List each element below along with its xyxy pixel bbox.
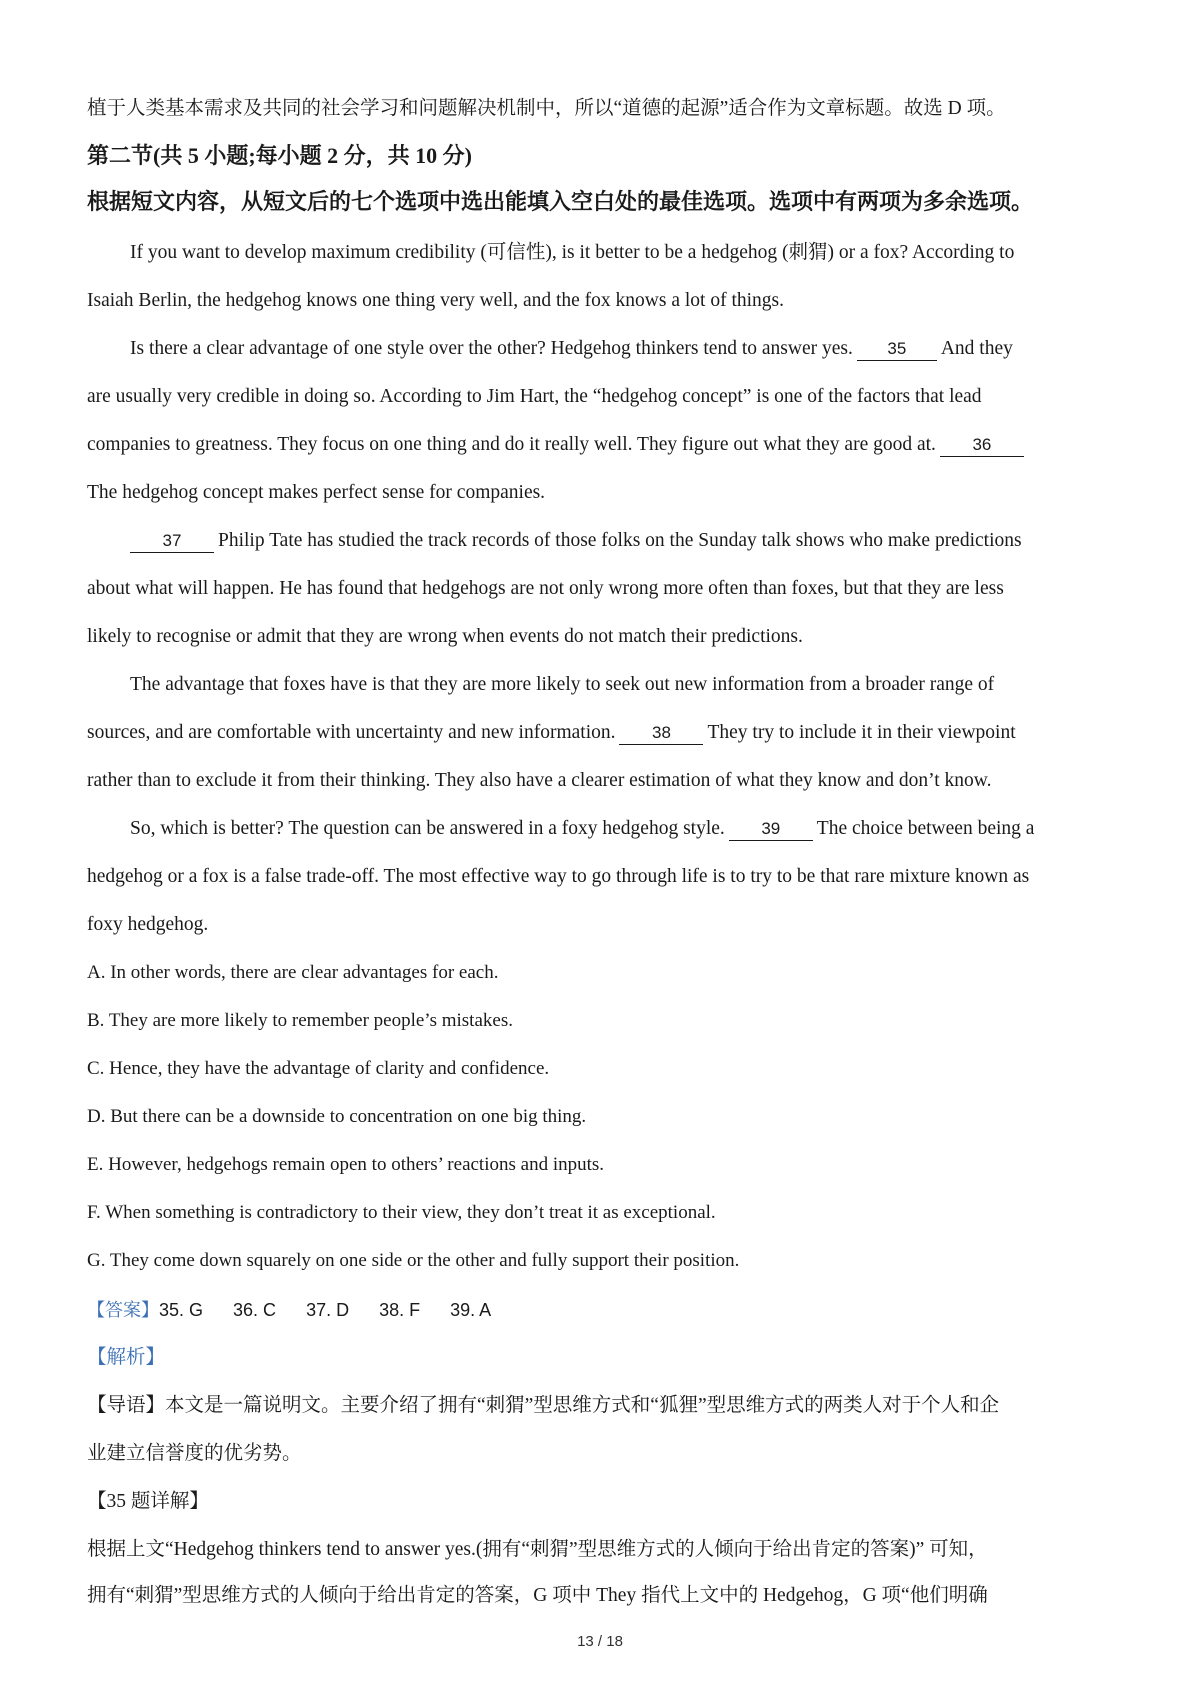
passage-text: So, which is better? The question can be answered in a foxy hedgehog style. <box>130 818 725 839</box>
blank-36: 36 <box>940 434 1024 457</box>
page-number: 13 / 18 <box>577 1633 623 1650</box>
passage-text: And they <box>940 338 1013 359</box>
passage-p2-line1 <box>130 336 1130 362</box>
passage-p4-line3: rather than to exclude it from their thinking. They also have a clearer estimation of what they know and don’t know. <box>87 770 992 791</box>
option-c: C. Hence, they have the advantage of clarity and confidence. <box>87 1058 550 1079</box>
blank-39: 39 <box>729 818 813 841</box>
section-title: 第二节(共 5 小题;每小题 2 分，共 10 分) <box>87 143 472 168</box>
passage-p2-line3 <box>87 432 1127 458</box>
passage-p3-line3: likely to recognise or admit that they are wrong when events do not match their predictions. <box>87 626 803 647</box>
instruction-line: 根据短文内容，从短文后的七个选项中选出能填入空白处的最佳选项。选项中有两项为多余选项。 <box>87 189 1034 214</box>
answer-label: 【答案】 <box>87 1300 159 1320</box>
passage-p3-line2: about what will happen. He has found that hedgehogs are not only wrong more often than foxes, but that they are less <box>87 578 1004 599</box>
passage-text: They try to include it in their viewpoint <box>707 722 1016 743</box>
option-a: A. In other words, there are clear advantages for each. <box>87 962 499 983</box>
passage-p2-line4: The hedgehog concept makes perfect sense for companies. <box>87 482 546 503</box>
passage-p5-line2: hedgehog or a fox is a false trade-off. The most effective way to go through life is to try to be that rare mixture known as <box>87 866 1030 887</box>
answer-item: 39. A <box>450 1300 492 1320</box>
passage-text: Philip Tate has studied the track records of those folks on the Sunday talk shows who make predictions <box>218 530 1022 551</box>
passage-text: Is there a clear advantage of one style over the other? Hedgehog thinkers tend to answer yes. <box>130 338 853 359</box>
answer-line <box>87 1297 1127 1323</box>
analysis-label: 【解析】 <box>87 1347 166 1368</box>
passage-p2-line2: are usually very credible in doing so. According to Jim Hart, the “hedgehog concept” is one of the factors that lead <box>87 386 982 407</box>
option-b: B. They are more likely to remember people’s mistakes. <box>87 1010 513 1031</box>
passage-p1-line2: Isaiah Berlin, the hedgehog knows one thing very well, and the fox knows a lot of things. <box>87 290 784 311</box>
option-f: F. When something is contradictory to their view, they don’t treat it as exceptional. <box>87 1202 716 1223</box>
answer-item: 38. F <box>379 1300 421 1320</box>
option-g: G. They come down squarely on one side or the other and fully support their position. <box>87 1250 740 1271</box>
passage-p5-line1 <box>130 816 1130 842</box>
passage-p4-line2 <box>87 720 1127 746</box>
intro-tail-line: 植于人类基本需求及共同的社会学习和问题解决机制中，所以“道德的起源”适合作为文章标题。故选 D 项。 <box>87 98 1006 119</box>
blank-38: 38 <box>619 722 703 745</box>
passage-text: The choice between being a <box>816 818 1035 839</box>
guide-line1: 【导语】本文是一篇说明文。主要介绍了拥有“刺猬”型思维方式和“狐狸”型思维方式的两类人对于个人和企 <box>87 1395 1000 1416</box>
option-d: D. But there can be a downside to concentration on one big thing. <box>87 1106 587 1127</box>
guide-line2: 业建立信誉度的优劣势。 <box>87 1443 302 1464</box>
blank-37: 37 <box>130 530 214 553</box>
blank-35: 35 <box>857 338 937 361</box>
passage-p1-line1: If you want to develop maximum credibility (可信性), is it better to be a hedgehog (刺猬) or a fox? According to <box>130 242 1015 263</box>
option-e: E. However, hedgehogs remain open to others’ reactions and inputs. <box>87 1154 605 1175</box>
answer-item: 35. G <box>159 1300 204 1320</box>
passage-p4-line1: The advantage that foxes have is that they are more likely to seek out new information from a broader range of <box>130 674 995 695</box>
answer-item: 36. C <box>233 1300 277 1320</box>
passage-p5-line3: foxy hedgehog. <box>87 914 209 935</box>
q35-line1: 根据上文“Hedgehog thinkers tend to answer yes.(拥有“刺猬”型思维方式的人倾向于给出肯定的答案)” 可知， <box>87 1539 988 1560</box>
passage-p3-line1 <box>130 528 1130 554</box>
q35-title: 【35 题详解】 <box>87 1491 209 1512</box>
passage-text: sources, and are comfortable with uncertainty and new information. <box>87 722 616 743</box>
passage-text: companies to greatness. They focus on one thing and do it really well. They figure out what they are good at. <box>87 434 936 455</box>
answer-item: 37. D <box>306 1300 350 1320</box>
q35-line2: 拥有“刺猬”型思维方式的人倾向于给出肯定的答案，G 项中 They 指代上文中的 Hedgehog，G 项“他们明确 <box>87 1585 988 1606</box>
